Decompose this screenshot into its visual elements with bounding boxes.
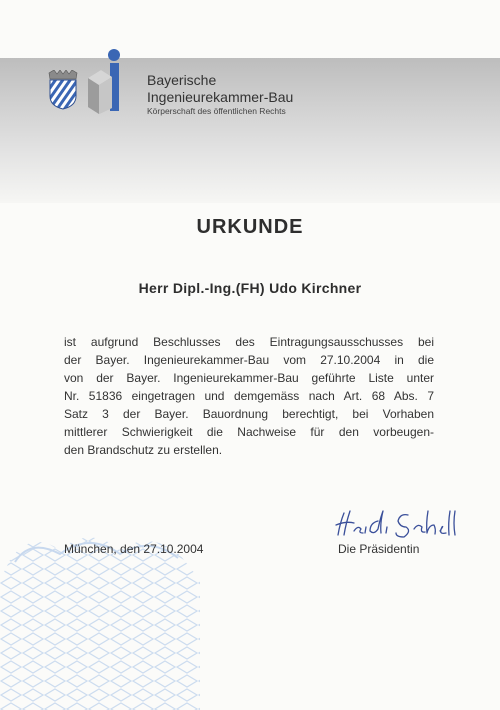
organization-name-line-1: Bayerische <box>147 72 217 88</box>
bavarian-coat-of-arms-icon <box>46 70 80 110</box>
organization-name <box>147 72 293 106</box>
body-line: von der Bayer. Ingenieurekammer-Bau geführte Liste unter <box>64 371 434 385</box>
body-line: ist aufgrund Beschlusses des Eintragungsausschusses bei <box>64 335 434 349</box>
recipient-name: Herr Dipl.-Ing.(FH) Udo Kirchner <box>138 280 362 296</box>
signature-image <box>330 505 460 543</box>
body-line: Nr. 51836 eingetragen und demgemäss nach Art. 68 Abs. 7 <box>64 389 434 403</box>
body-line: mittlerer Schwierigkeit die Nachweise für den vorbeugen- <box>64 425 434 439</box>
signer-title: Die Präsidentin <box>338 542 420 556</box>
certificate-body <box>64 333 434 459</box>
organization-subtitle: Körperschaft des öffentlichen Rechts <box>147 106 286 116</box>
chamber-cube-logo-icon <box>84 48 126 114</box>
organization-name-line-2: Ingenieurekammer-Bau <box>147 89 294 105</box>
body-line: den Brandschutz zu erstellen. <box>64 443 223 457</box>
body-line: Satz 3 der Bayer. Bauordnung berechtigt, bei Vorhaben <box>64 407 434 421</box>
place-and-date: München, den 27.10.2004 <box>64 542 204 556</box>
document-title: URKUNDE <box>196 216 304 238</box>
body-line: der Bayer. Ingenieurekammer-Bau vom 27.10.2004 in die <box>64 353 434 367</box>
